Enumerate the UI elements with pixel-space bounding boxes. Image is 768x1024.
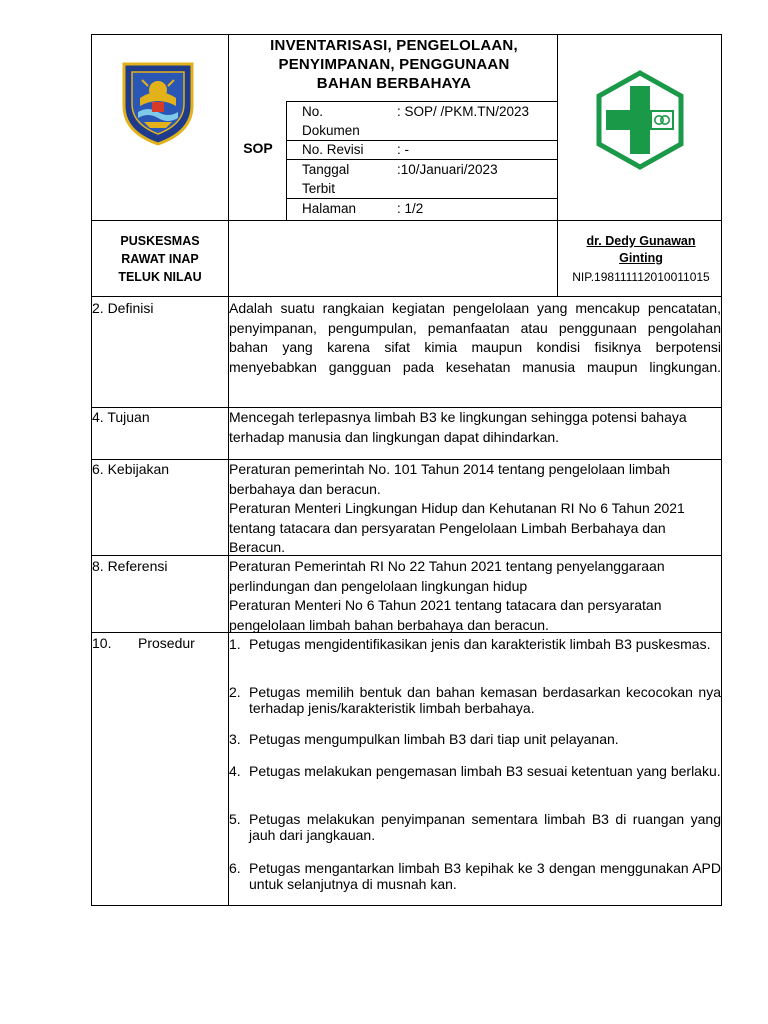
section-label-tujuan: 4. Tujuan: [92, 409, 150, 425]
meta-value-page: : 1/2: [397, 201, 424, 216]
section-text-definisi: Adalah suatu rangkaian kegiatan pengelolaan yang mencakup pencatatan, penyimpanan, pengumpulan, pemanfaatan atau penggunaan pengolahan bahan yang karena sifat kimia maupun kondisi fisiknya berpotensi menyebabkan gangguan pada kesehatan manusia maupun lingkungan.: [229, 300, 721, 375]
signatory-name-2: Ginting: [619, 251, 663, 265]
meta-label-doc-no: No. Dokumen: [302, 104, 360, 138]
title-line-2: PENYIMPANAN, PENGGUNAAN: [278, 56, 510, 73]
signatory-name-1: dr. Dedy Gunawan: [586, 234, 696, 248]
kebijakan-paragraph: Peraturan Menteri Lingkungan Hidup dan Kehutanan RI No 6 Tahun 2021 tentang tatacara dan persyaratan Pengelolaan Limbah Berbahaya dan Beracun.: [229, 500, 685, 555]
procedure-step: [229, 684, 721, 716]
step-text: Petugas melakukan penyimpanan sementara limbah B3 di ruangan yang jauh dari jangkauan.: [249, 811, 721, 843]
step-number: 2.: [229, 684, 241, 700]
procedure-step: [229, 731, 721, 747]
step-text: Petugas mengidentifikasikan jenis dan karakteristik limbah B3 puskesmas.: [249, 636, 711, 652]
section-label-prosedur-num: 10.: [92, 635, 112, 651]
regional-emblem-logo: [118, 58, 198, 146]
section-label-definisi: 2. Definisi: [92, 300, 154, 316]
meta-value-revision: : -: [397, 142, 409, 157]
meta-value-doc-no: : SOP/ /PKM.TN/2023: [397, 104, 530, 119]
title-line-3: BAHAN BERBAHAYA: [316, 75, 472, 92]
step-number: 5.: [229, 811, 241, 827]
step-number: 3.: [229, 731, 241, 747]
referensi-paragraph: Peraturan Pemerintah RI No 22 Tahun 2021 tentang penyelanggaraan perlindungan dan pengelolaan lingkungan hidup: [229, 558, 665, 594]
section-text-tujuan: Mencegah terlepasnya limbah B3 ke lingkungan sehingga potensi bahaya terhadap manusia dan lingkungan dapat dihindarkan.: [229, 409, 687, 445]
title-line-1: INVENTARISASI, PENGELOLAAN,: [270, 37, 518, 54]
meta-label-date: Tanggal Terbit: [302, 162, 350, 196]
procedure-step: [229, 811, 721, 843]
signatory-block: [560, 233, 722, 286]
step-text: Petugas memilih bentuk dan bahan kemasan berdasarkan kecocokan nya terhadap jenis/karakteristik limbah berbahaya.: [249, 684, 721, 716]
meta-label-page: Halaman: [302, 201, 357, 216]
section-label-kebijakan: 6. Kebijakan: [92, 461, 170, 477]
step-number: 4.: [229, 763, 241, 779]
procedure-step: [229, 763, 721, 779]
step-text: Petugas melakukan pengemasan limbah B3 sesuai ketentuan yang berlaku.: [249, 763, 721, 779]
meta-label-revision: No. Revisi: [302, 142, 364, 157]
puskesmas-logo: [590, 70, 690, 170]
step-text: Petugas mengumpulkan limbah B3 dari tiap unit pelayanan.: [249, 731, 619, 747]
kebijakan-paragraph: Peraturan pemerintah No. 101 Tahun 2014 tentang pengelolaan limbah berbahaya dan beracun.: [229, 461, 671, 497]
step-text: Petugas mengantarkan limbah B3 kepihak ke 3 dengan menggunakan APD untuk selanjutnya di musnah kan.: [249, 860, 721, 892]
step-number: 1.: [229, 636, 241, 652]
regional-emblem-icon: [118, 58, 198, 146]
meta-value-date: :10/Januari/2023: [397, 162, 498, 177]
signatory-nip: NIP.198111112010011015: [572, 270, 710, 284]
section-label-referensi: 8. Referensi: [92, 558, 168, 574]
section-text-kebijakan: [229, 460, 721, 558]
step-number: 6.: [229, 860, 241, 876]
procedure-step: [229, 860, 721, 892]
section-text-referensi: [229, 557, 721, 635]
document-title: [232, 36, 556, 93]
referensi-paragraph: Peraturan Menteri No 6 Tahun 2021 tentang tatacara dan persyaratan pengelolaan limbah bahan berbahaya dan beracun.: [229, 597, 662, 633]
sop-label: SOP: [243, 140, 273, 156]
section-label-prosedur: Prosedur: [138, 635, 195, 651]
procedure-step: [229, 636, 721, 652]
puskesmas-cross-icon: [590, 70, 690, 170]
institution-name: PUSKESMAS RAWAT INAP TELUK NILAU: [118, 234, 202, 284]
